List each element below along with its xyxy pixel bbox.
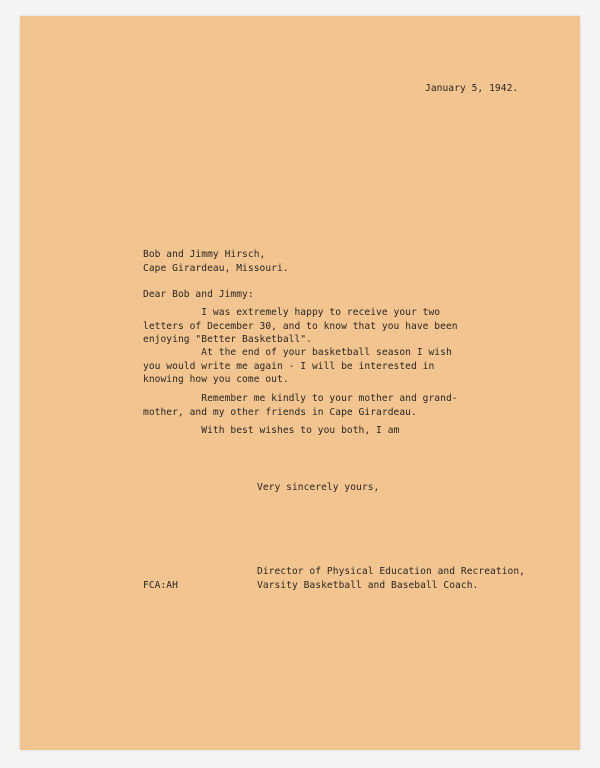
recipient-address (143, 248, 289, 275)
paragraph-line: At the end of your basketball season I wish (143, 347, 452, 358)
paragraph-line: With best wishes to you both, I am (143, 425, 400, 436)
body-paragraph (143, 392, 458, 419)
paragraph-line: mother, and my other friends in Cape Girardeau. (143, 406, 417, 418)
signature-title-line: Director of Physical Education and Recreation, (257, 566, 525, 577)
reference-initials: FCA:AH (143, 580, 178, 591)
paragraph-line: enjoying "Better Basketball". (143, 334, 312, 345)
address-line: Cape Girardeau, Missouri. (143, 262, 289, 274)
body-paragraph (143, 306, 458, 347)
body-paragraph (143, 346, 452, 387)
letter-date: January 5, 1942. (425, 83, 519, 94)
salutation: Dear Bob and Jimmy: (143, 289, 254, 300)
complimentary-closing: Very sincerely yours, (257, 482, 380, 493)
address-line: Bob and Jimmy Hirsch, (143, 249, 266, 260)
paragraph-line: Remember me kindly to your mother and grand- (143, 393, 458, 404)
paragraph-line: knowing how you come out. (143, 374, 289, 385)
signature-title-line: Varsity Basketball and Baseball Coach. (257, 579, 479, 591)
paragraph-line: I was extremely happy to receive your two (143, 307, 441, 318)
signature-block (257, 565, 525, 592)
body-paragraph (143, 424, 399, 438)
paragraph-line: letters of December 30, and to know that you have been (143, 320, 458, 332)
paragraph-line: you would write me again - I will be interested in (143, 360, 435, 372)
letter-page (20, 16, 580, 750)
